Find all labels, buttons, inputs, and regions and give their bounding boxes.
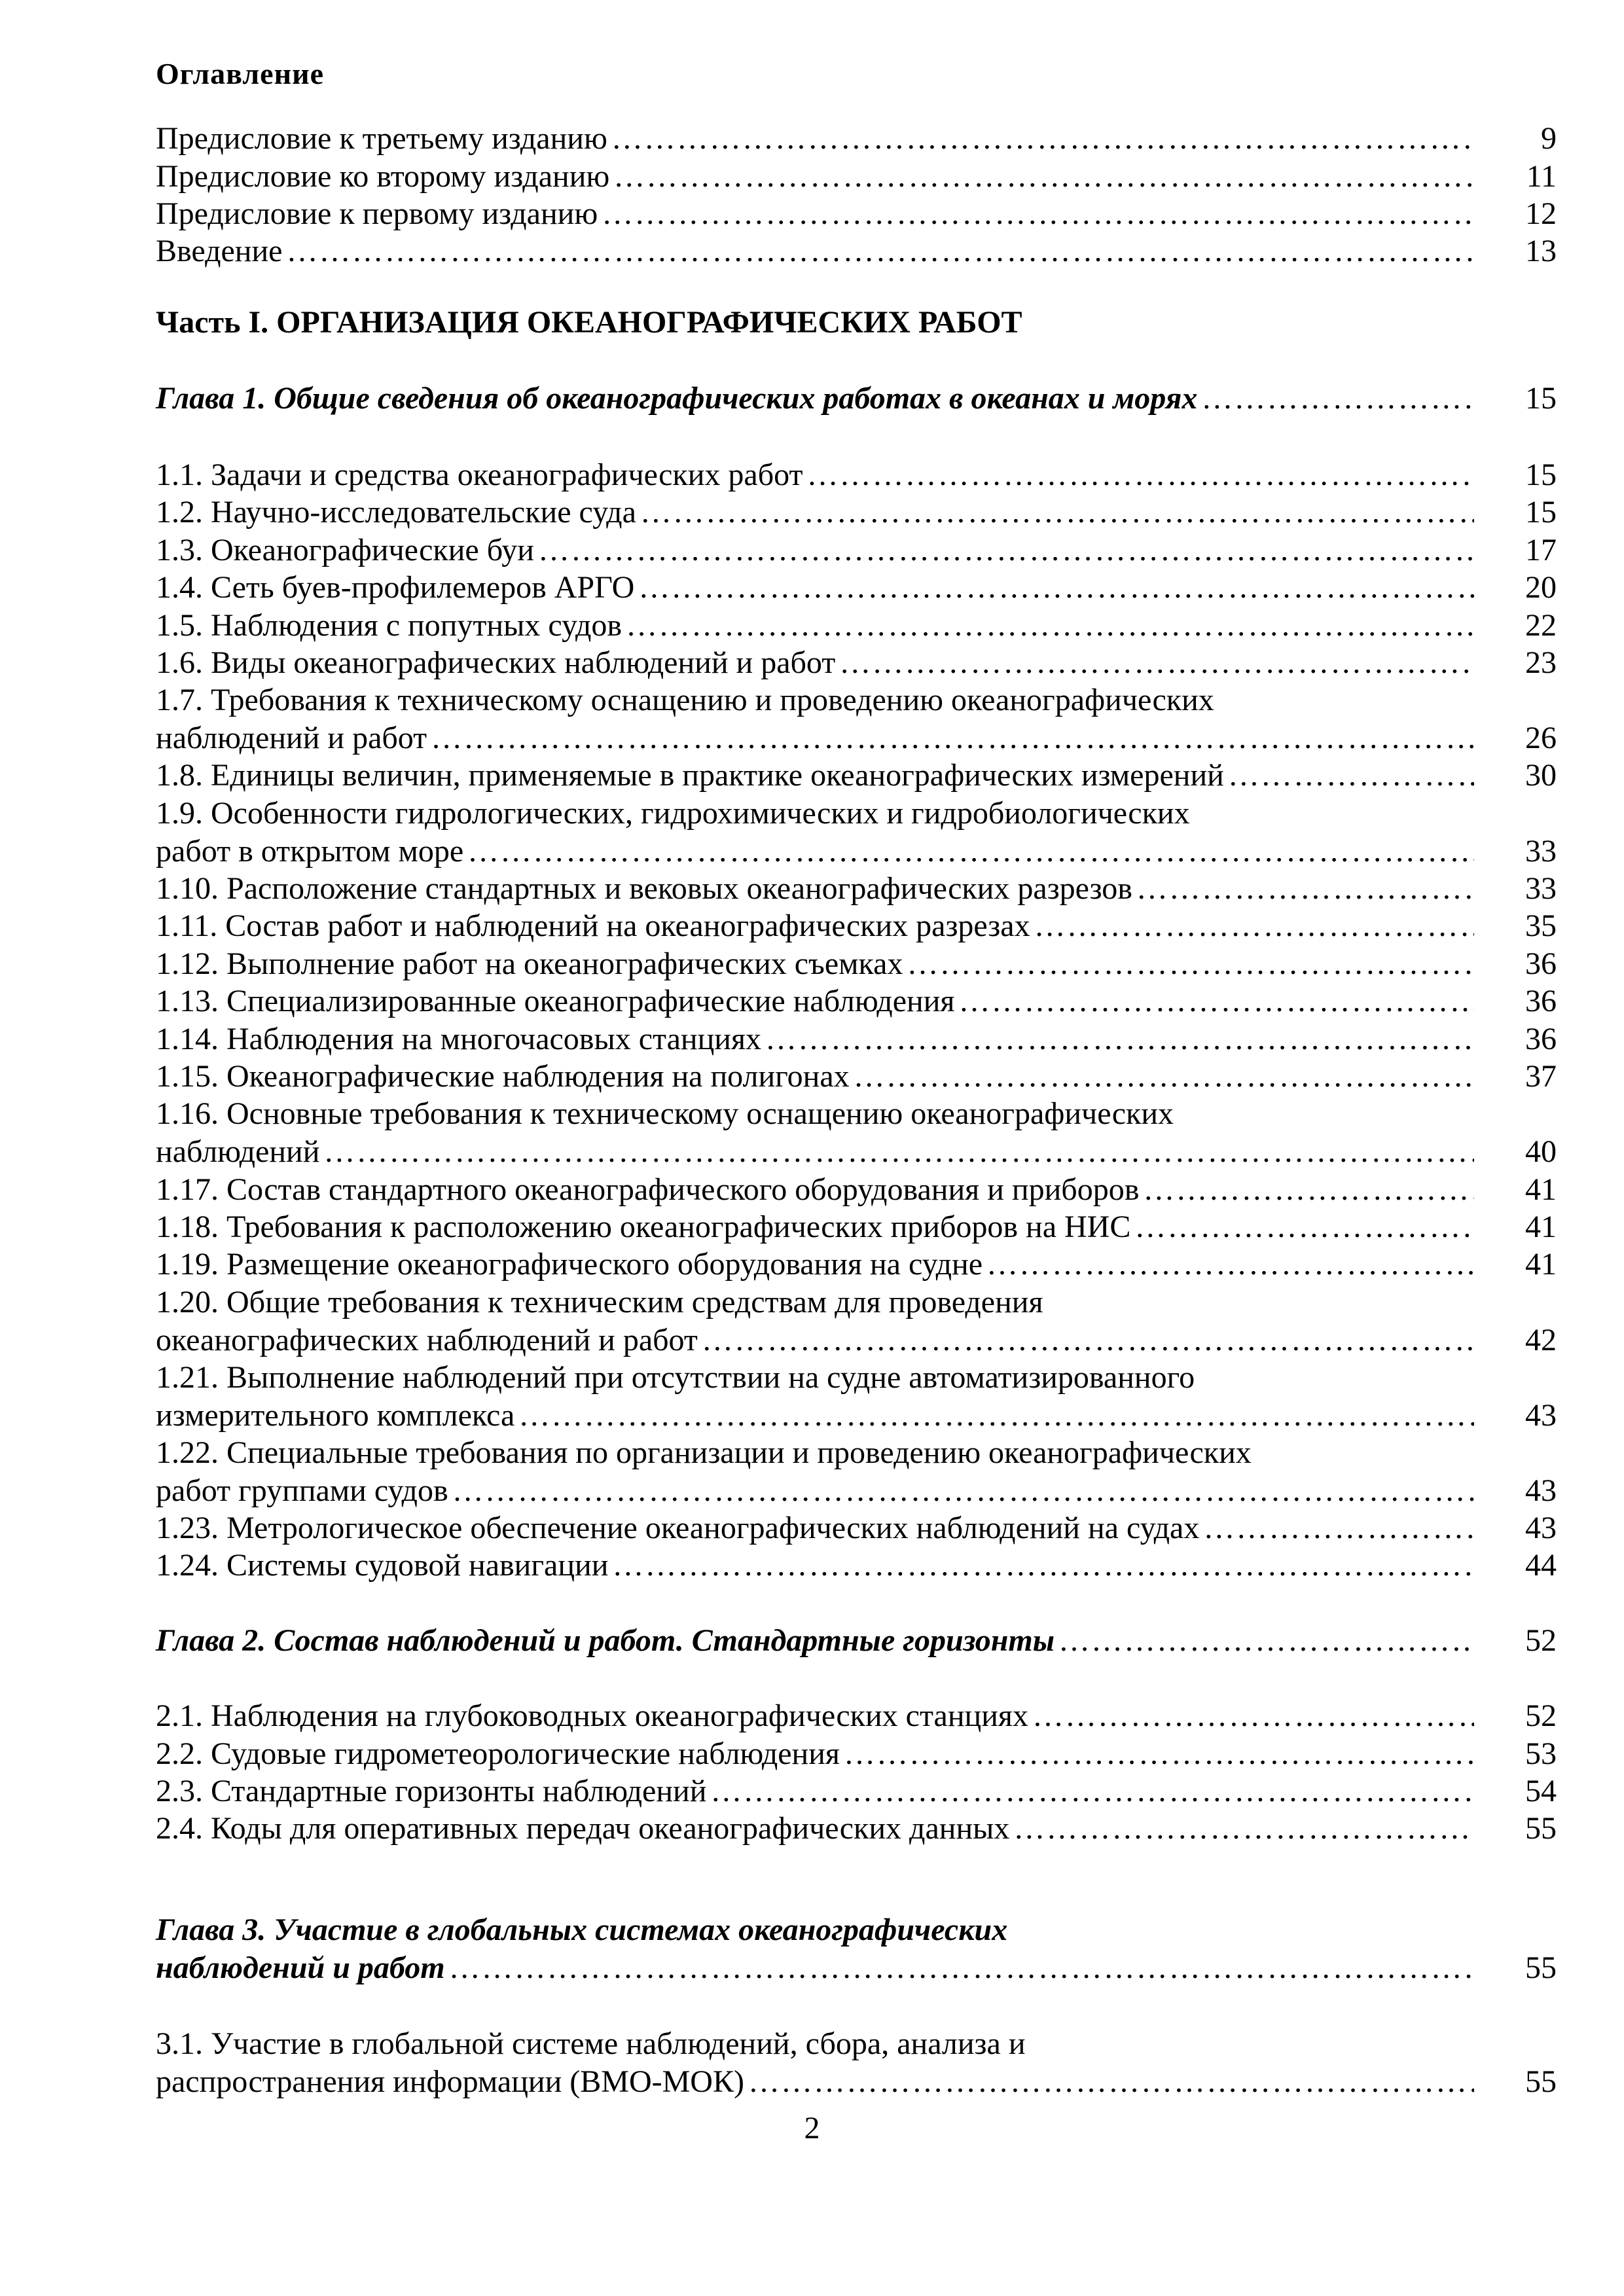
entry-page: 41 <box>1525 1247 1557 1282</box>
entry-title: 1.24. Системы судовой навигации <box>156 1548 609 1583</box>
toc-entry <box>156 456 1557 494</box>
entry-page: 52 <box>1525 1698 1557 1733</box>
chapter-title-line1: Глава 3. Участие в глобальных системах океанографических <box>156 1912 1008 1947</box>
entry-page: 15 <box>1525 495 1557 529</box>
entry-title: 2.3. Стандартные горизонты наблюдений <box>156 1774 707 1808</box>
entry-title: океанографических наблюдений и работ <box>156 1323 698 1357</box>
dot-leader <box>640 493 1474 531</box>
dot-leader <box>538 531 1474 569</box>
chapter-title: наблюдений и работ <box>156 1950 445 1985</box>
toc-entry <box>156 531 1557 569</box>
entry-page: 33 <box>1525 871 1557 906</box>
toc-entry <box>156 644 1557 682</box>
toc-entry <box>156 1020 1557 1058</box>
entry-title-line1: 1.21. Выполнение наблюдений при отсутствии на судне автоматизированного <box>156 1360 1195 1395</box>
entry-title: 2.2. Судовые гидрометеорологические наблюдения <box>156 1736 840 1771</box>
entry-title: 1.6. Виды океанографических наблюдений и работ <box>156 645 836 680</box>
entry-page: 20 <box>1525 570 1557 605</box>
entry-page: 41 <box>1525 1210 1557 1244</box>
toc-entry <box>156 1509 1557 1547</box>
toc-entry <box>156 1095 1557 1171</box>
entry-title: 1.1. Задачи и средства океанографических работ <box>156 457 803 492</box>
entry-page: 36 <box>1525 1022 1557 1056</box>
entry-title: измерительного комплекса <box>156 1398 515 1433</box>
toc-entry <box>156 1058 1557 1096</box>
entry-title: 2.4. Коды для оперативных передач океанографических данных <box>156 1811 1010 1846</box>
toc-title: Оглавление <box>156 57 325 90</box>
entry-title: Предисловие к первому изданию <box>156 196 598 231</box>
chapter-entry <box>156 1911 1557 1987</box>
entry-page: 11 <box>1526 159 1557 194</box>
dot-leader <box>611 120 1474 158</box>
dot-leader <box>710 1772 1474 1810</box>
entry-title-line1: 1.22. Специальные требования по организации и проведению океанографических <box>156 1435 1252 1470</box>
entry-page: 43 <box>1525 1473 1557 1508</box>
entry-title: 2.1. Наблюдения на глубоководных океанографических станциях <box>156 1698 1028 1733</box>
chapter-entry <box>156 380 1557 418</box>
chapter-entry <box>156 1622 1557 1660</box>
dot-leader <box>1143 1171 1474 1209</box>
entry-title: Предисловие ко второму изданию <box>156 159 610 194</box>
toc-entry <box>156 1697 1557 1735</box>
chapter-title: Глава 1. Общие сведения об океанографических работах в океанах и морях <box>156 381 1198 416</box>
toc-entry <box>156 2025 1557 2101</box>
toc-entry <box>156 1283 1557 1359</box>
toc-entry <box>156 493 1557 531</box>
entry-title: 1.14. Наблюдения на многочасовых станциях <box>156 1022 762 1056</box>
dot-leader <box>702 1321 1474 1359</box>
entry-page: 55 <box>1525 2064 1557 2099</box>
dot-leader <box>986 1246 1474 1283</box>
page-number: 2 <box>804 2111 820 2145</box>
entry-title: 1.11. Состав работ и наблюдений на океанографических разрезах <box>156 908 1030 943</box>
toc-entry <box>156 1547 1557 1585</box>
dot-leader <box>1134 1208 1474 1246</box>
toc-entry <box>156 907 1557 945</box>
entry-page: 43 <box>1525 1398 1557 1433</box>
entry-title: 1.18. Требования к расположению океанографических приборов на НИС <box>156 1210 1131 1244</box>
toc-entry <box>156 1810 1557 1848</box>
entry-title: 1.23. Метрологическое обеспечение океанографических наблюдений на судах <box>156 1511 1200 1545</box>
dot-leader <box>807 456 1475 494</box>
entry-page: 13 <box>1525 234 1557 268</box>
entry-page: 26 <box>1525 721 1557 755</box>
toc-entry <box>156 982 1557 1020</box>
dot-leader <box>1058 1622 1474 1660</box>
entry-page: 44 <box>1525 1548 1557 1583</box>
dot-leader <box>765 1020 1474 1058</box>
dot-leader <box>449 1949 1474 1987</box>
dot-leader <box>286 232 1474 270</box>
toc-entry <box>156 158 1557 196</box>
entry-title-line1: 1.20. Общие требования к техническим средствам для проведения <box>156 1285 1043 1319</box>
entry-title: 1.12. Выполнение работ на океанографических съемках <box>156 946 903 981</box>
dot-leader <box>1136 870 1474 908</box>
toc-entry <box>156 607 1557 645</box>
toc-entry <box>156 795 1557 870</box>
entry-title: 1.3. Океанографические буи <box>156 533 534 567</box>
toc-entry <box>156 195 1557 233</box>
entry-title: 1.19. Размещение океанографического оборудования на судне <box>156 1247 983 1282</box>
entry-page: 42 <box>1525 1323 1557 1357</box>
toc-entry <box>156 1359 1557 1435</box>
entry-title-line1: 1.9. Особенности гидрологических, гидрохимических и гидробиологических <box>156 796 1190 831</box>
entry-title: 1.8. Единицы величин, применяемые в практике океанографических измерений <box>156 758 1224 793</box>
dot-leader <box>626 607 1474 645</box>
entry-page: 52 <box>1525 1623 1557 1658</box>
toc-entry <box>156 120 1557 158</box>
dot-leader <box>854 1058 1474 1096</box>
entry-title: наблюдений и работ <box>156 721 427 755</box>
entry-page: 33 <box>1525 834 1557 869</box>
dot-leader <box>452 1472 1474 1510</box>
dot-leader <box>958 982 1474 1020</box>
entry-title: 1.13. Специализированные океанографические наблюдения <box>156 984 955 1018</box>
entry-page: 30 <box>1525 758 1557 793</box>
entry-title: 1.5. Наблюдения с попутных судов <box>156 608 623 643</box>
entry-page: 36 <box>1525 946 1557 981</box>
dot-leader <box>839 644 1474 682</box>
entry-page: 17 <box>1525 533 1557 567</box>
entry-title-line1: 1.7. Требования к техническому оснащению и проведению океанографических <box>156 683 1214 717</box>
toc-entry <box>156 870 1557 908</box>
dot-leader <box>844 1735 1474 1773</box>
entry-title-line1: 3.1. Участие в глобальной системе наблюдений, сбора, анализа и <box>156 2026 1026 2061</box>
dot-leader <box>431 719 1474 757</box>
entry-page: 37 <box>1525 1059 1557 1094</box>
toc-entry <box>156 569 1557 607</box>
entry-page: 54 <box>1525 1774 1557 1808</box>
toc-entry <box>156 1208 1557 1246</box>
toc-entry <box>156 1772 1557 1810</box>
dot-leader <box>1228 757 1474 795</box>
entry-title: 1.4. Сеть буев-профилемеров АРГО <box>156 570 635 605</box>
entry-page: 23 <box>1525 645 1557 680</box>
entry-title: 1.15. Океанографические наблюдения на полигонах <box>156 1059 850 1094</box>
entry-page: 43 <box>1525 1511 1557 1545</box>
entry-page: 55 <box>1525 1950 1557 1985</box>
entry-title-line1: 1.16. Основные требования к техническому оснащению океанографических <box>156 1096 1174 1131</box>
dot-leader <box>602 195 1474 233</box>
dot-leader <box>1203 1509 1474 1547</box>
dot-leader <box>1034 907 1474 945</box>
toc-entry <box>156 232 1557 270</box>
dot-leader <box>907 945 1474 983</box>
toc-entry <box>156 681 1557 757</box>
entry-page: 55 <box>1525 1811 1557 1846</box>
toc-entry <box>156 945 1557 983</box>
entry-page: 41 <box>1525 1172 1557 1207</box>
dot-leader <box>1013 1810 1474 1848</box>
part-title: Часть I. ОРГАНИЗАЦИЯ ОКЕАНОГРАФИЧЕСКИХ РАБОТ <box>156 305 1022 340</box>
entry-page: 35 <box>1525 908 1557 943</box>
dot-leader <box>1032 1697 1474 1735</box>
entry-title: 1.17. Состав стандартного океанографического оборудования и приборов <box>156 1172 1140 1207</box>
toc-entry <box>156 1735 1557 1773</box>
dot-leader <box>748 2063 1474 2101</box>
entry-title: работ в открытом море <box>156 834 464 869</box>
toc-entry <box>156 1434 1557 1510</box>
entry-title: работ группами судов <box>156 1473 448 1508</box>
entry-title: Предисловие к третьему изданию <box>156 121 607 156</box>
entry-page: 53 <box>1525 1736 1557 1771</box>
entry-title: Введение <box>156 234 283 268</box>
toc-entry <box>156 1171 1557 1209</box>
entry-page: 12 <box>1525 196 1557 231</box>
dot-leader <box>1201 380 1474 418</box>
entry-title: наблюдений <box>156 1134 320 1169</box>
dot-leader <box>638 569 1474 607</box>
entry-page: 40 <box>1525 1134 1557 1169</box>
toc-entry <box>156 757 1557 795</box>
dot-leader <box>613 158 1474 196</box>
entry-title: распространения информации (ВМО-МОК) <box>156 2064 744 2099</box>
dot-leader <box>612 1547 1474 1585</box>
toc-entry <box>156 1246 1557 1283</box>
entry-page: 22 <box>1525 608 1557 643</box>
entry-page: 15 <box>1525 457 1557 492</box>
dot-leader <box>518 1397 1474 1435</box>
entry-page: 15 <box>1525 381 1557 416</box>
entry-title: 1.10. Расположение стандартных и вековых океанографических разрезов <box>156 871 1132 906</box>
dot-leader <box>467 833 1474 870</box>
entry-page: 9 <box>1541 121 1557 156</box>
dot-leader <box>323 1133 1474 1171</box>
chapter-title: Глава 2. Состав наблюдений и работ. Стандартные горизонты <box>156 1623 1055 1658</box>
entry-title: 1.2. Научно-исследовательские суда <box>156 495 636 529</box>
entry-page: 36 <box>1525 984 1557 1018</box>
